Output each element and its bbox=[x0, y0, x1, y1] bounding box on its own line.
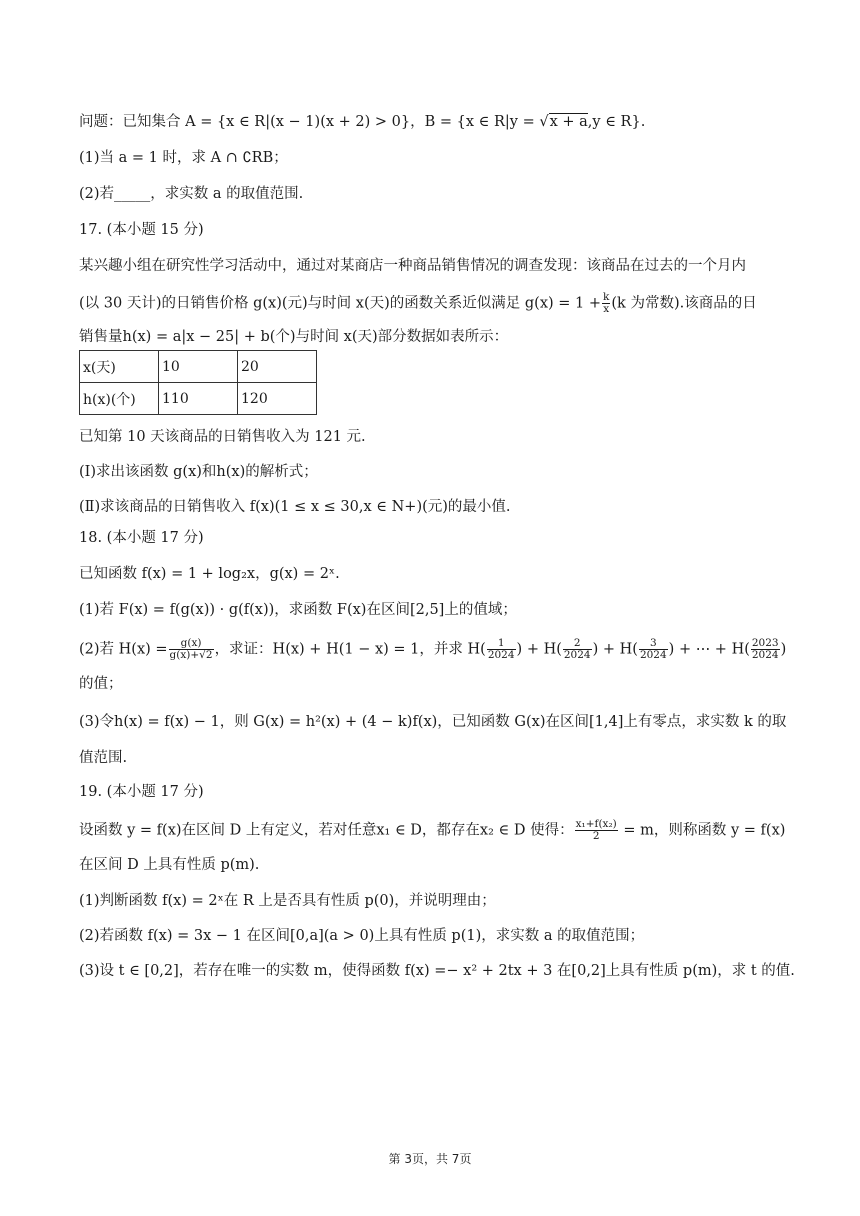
q18-line5: (3)令h(x) = f(x) − 1，则 G(x) = h²(x) + (4 − k)f(x)，已知函数 G(x)在区间[1,4]上有零点，求实数 k 的取 bbox=[79, 714, 787, 730]
q18-line2: (1)若 F(x) = f(g(x)) · g(f(x))，求函数 F(x)在区间[2,5]上的值域； bbox=[79, 602, 517, 618]
problem-intro: 问题：已知集合 A = {x ∈ R|(x − 1)(x + 2) > 0}，B = {x ∈ R|y = √x + a,y ∈ R}. bbox=[79, 114, 646, 130]
page-footer: 第 3页，共 7页 bbox=[388, 1152, 472, 1166]
q18-line6: 值范围. bbox=[79, 750, 128, 766]
q19-line2: 在区间 D 上具有性质 p(m). bbox=[79, 857, 260, 873]
q17-line4: 已知第 10 天该商品的日销售收入为 121 元. bbox=[79, 429, 366, 445]
q19-line3: (1)判断函数 f(x) = 2ˣ在 R 上是否具有性质 p(0)，并说明理由； bbox=[79, 893, 496, 909]
table-cell: 110 bbox=[159, 383, 238, 415]
q17-line2: (以 30 天计)的日销售价格 g(x)(元)与时间 x(天)的函数关系近似满足 g(x) = 1 + $\frac{k}{x}$ (k 为常数).该商品的日 bbox=[79, 291, 757, 315]
q18-line3: (2)若 H(x) = $\frac{g(x)}{g(x)+√2}$ ，求证：H(x) + H(1 − x) = 1，并求 H( $\frac{1}{2024}$ ) + H( $\frac{2}{2024}$ ) + H( $\frac{3}{2024}$ ) + ⋯ + H( $\frac{2023}{2024}$ ) bbox=[79, 637, 787, 661]
sqrt-expression: x + a bbox=[549, 114, 588, 130]
fraction-2-2024: $\frac{2}{2024}$ bbox=[563, 637, 591, 661]
fraction-3-2024: $\frac{3}{2024}$ bbox=[639, 637, 667, 661]
q17-line5: (Ⅰ)求出该函数 g(x)和h(x)的解析式； bbox=[79, 464, 318, 480]
q17-header: 17. (本小题 15 分) bbox=[79, 222, 204, 238]
q17-line1: 某兴趣小组在研究性学习活动中，通过对某商店一种商品销售情况的调查发现：该商品在过去的一个月内 bbox=[79, 258, 746, 274]
table-cell: 120 bbox=[238, 383, 317, 415]
table-cell: x(天) bbox=[80, 351, 159, 383]
table-row bbox=[80, 351, 317, 383]
fraction-1-2024: $\frac{1}{2024}$ bbox=[487, 637, 515, 661]
fraction-2023-2024: $\frac{2023}{2024}$ bbox=[751, 637, 779, 661]
problem-q1: (1)当 a = 1 时，求 A ∩ ∁RB； bbox=[79, 150, 288, 166]
table-row bbox=[80, 383, 317, 415]
table-cell: 20 bbox=[238, 351, 317, 383]
fraction-k-over-x: $\frac{k}{x}$ bbox=[603, 291, 610, 315]
q19-header: 19. (本小题 17 分) bbox=[79, 784, 204, 800]
data-table bbox=[79, 350, 317, 415]
q19-line4: (2)若函数 f(x) = 3x − 1 在区间[0,a](a > 0)上具有性质 p(1)，求实数 a 的取值范围； bbox=[79, 928, 645, 944]
q17-line6: (Ⅱ)求该商品的日销售收入 f(x)(1 ≤ x ≤ 30,x ∈ N+)(元)的最小值. bbox=[79, 499, 511, 515]
fraction-h-definition: $\frac{g(x)}{g(x)+√2}$ bbox=[169, 637, 213, 661]
q18-line4: 的值； bbox=[79, 676, 123, 692]
q19-line5: (3)设 t ∈ [0,2]，若存在唯一的实数 m，使得函数 f(x) =− x² + 2tx + 3 在[0,2]上具有性质 p(m)，求 t 的值. bbox=[79, 963, 795, 979]
q17-line3: 销售量h(x) = a|x − 25| + b(个)与时间 x(天)部分数据如表所示： bbox=[79, 329, 509, 345]
q18-line1: 已知函数 f(x) = 1 + log₂x，g(x) = 2ˣ. bbox=[79, 566, 340, 582]
table-cell: h(x)(个) bbox=[80, 383, 159, 415]
fraction-property-definition: $\frac{\text{x₁+f(x₂)}}{2}$ bbox=[575, 818, 617, 842]
table-cell: 10 bbox=[159, 351, 238, 383]
q19-line1: 设函数 y = f(x)在区间 D 上有定义，若对任意x₁ ∈ D，都存在x₂ ∈ D 使得： $\frac{\text{x₁+f(x₂)}}{2}$ = m，则称函数 y = f(x) bbox=[79, 818, 786, 842]
q18-header: 18. (本小题 17 分) bbox=[79, 530, 204, 546]
problem-q2: (2)若_____，求实数 a 的取值范围. bbox=[79, 186, 304, 202]
